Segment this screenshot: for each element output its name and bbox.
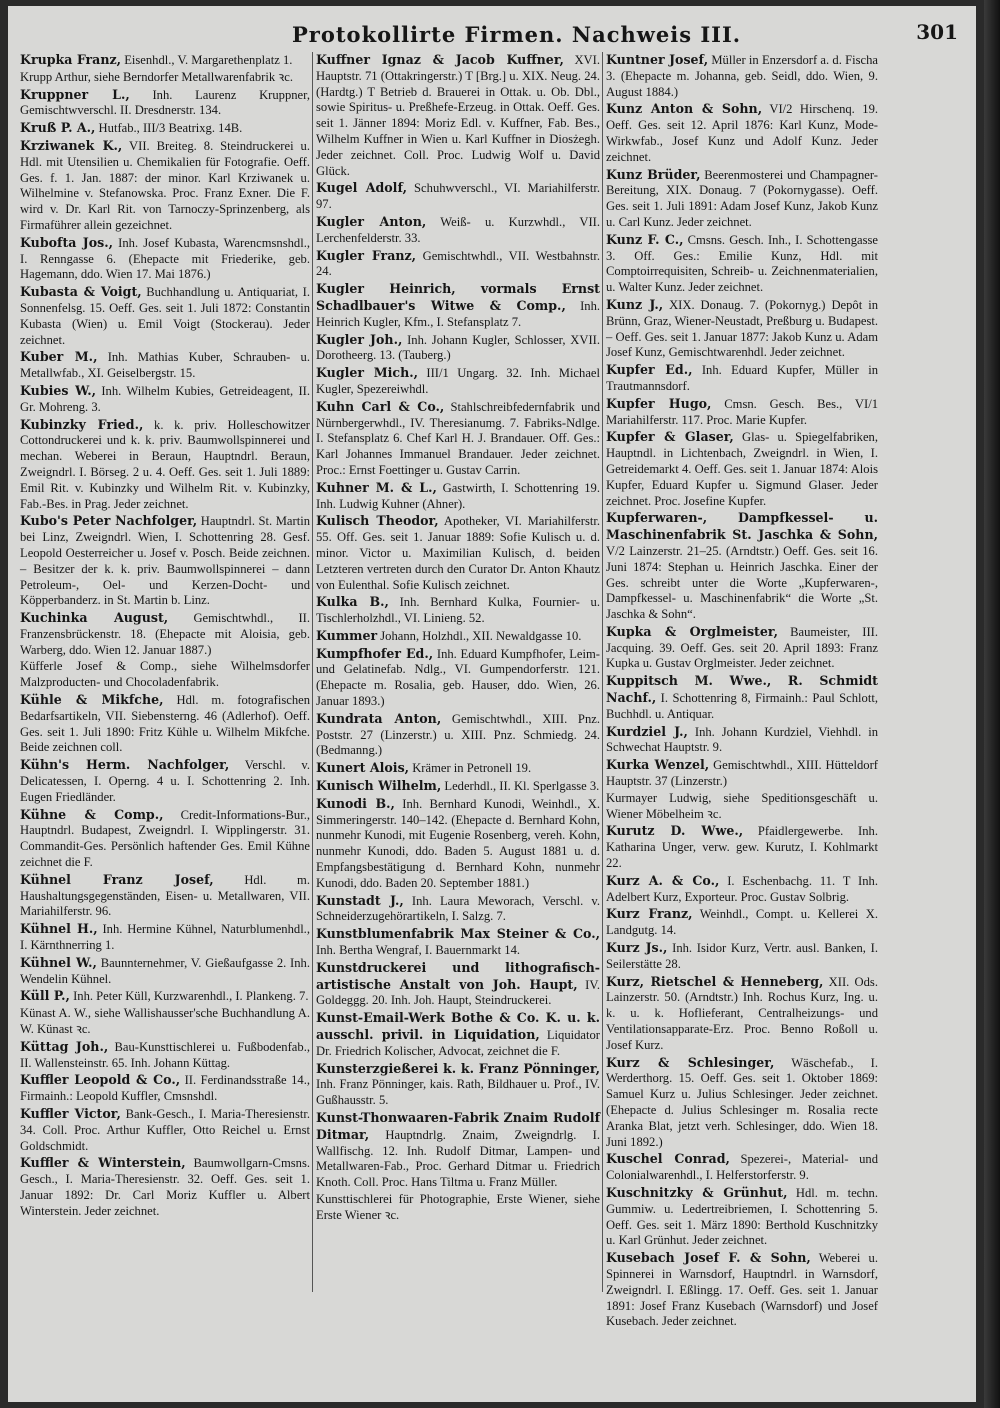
- entry-details: II. Ferdinandsstraße 14., Firmainh.: Leopold Kuffler, Cmsnshdl.: [20, 1073, 310, 1104]
- directory-entry: [316, 796, 600, 892]
- directory-entry: [316, 1192, 600, 1224]
- firm-name: Kurz Js.,: [606, 940, 668, 956]
- directory-entry: [20, 872, 310, 920]
- directory-entry: [606, 757, 878, 790]
- firm-name: Kühn's Herm. Nachfolger,: [20, 757, 230, 773]
- entry-details: Krupp Arthur, siehe Berndorfer Metallwarenfabrik ꝛc.: [20, 69, 293, 84]
- directory-entry: [316, 1110, 600, 1191]
- entry-details: Buchhandlung u. Antiquariat, I. Sonnenfelsg. 15. Oeff. Ges. seit 1. Juli 1872: Constantin Kubasta (Wien) u. Emil Voigt (Stockerau). Jeder zeichnet.: [20, 285, 310, 347]
- entry-details: Beerenmosterei und Champagner-Bereitung, XIX. Donaug. 7 (Pokornygasse). Oeff. Ges. seit 1. Juli 1891: Adam Josef Kunz, Jakob Kunz u. Carl Kunz. Jeder zeichnet.: [606, 167, 878, 229]
- entry-details: Inh. Heinrich Kugler, Kfm., I. Stefansplatz 7.: [316, 298, 601, 329]
- directory-entry: [20, 1006, 310, 1038]
- entry-details: Baumwollgarn-Cmsns. Gesch., I. Maria-Theresienstr. 32. Oeff. Ges. seit 1. Januar 1892: Dr. Carl Moriz Kuffler u. Albert Winterstein. Jeder zeichnet.: [20, 1156, 311, 1218]
- directory-entry: [316, 52, 600, 179]
- directory-entry: [606, 297, 878, 361]
- firm-name: Kühnel Franz Josef,: [20, 871, 214, 887]
- entry-details: Gemischtwhdl., II. Franzensbrückenstr. 18. (Ehepacte mit Aloisia, geb. Warberg, ddo. Wien 12. Januar 1887.): [20, 611, 311, 657]
- entry-details: XVI. Hauptstr. 71 (Ottakringerstr.) T [Brg.] u. XIX. Neug. 24. (Hardtg.) T Betrieb d. Brauerei in Ottak. u. Ob. Dbl., sowie Spiritus- u. Preßhefe-Erzeug. in Ottak. Oeff. Ges. seit 1. Jänner 1894: Moriz Edl. v. Kuffner, Fab. Bes., Wilhelm Kuffner in Wien u. Karl Kuffner in Diosżegh. Jeder zeichnet. Coll. Proc. Ludwig Wolf u. David Glück.: [316, 53, 600, 178]
- directory-entry: [606, 396, 878, 429]
- directory-entry: [606, 167, 878, 231]
- entry-details: Inh. Hermine Kühnel, Naturblumenhdl., I. Kärnthnerring 1.: [20, 922, 310, 953]
- directory-entry: [606, 673, 878, 722]
- firm-name: Kurutz D. Wwe.,: [606, 823, 744, 839]
- entry-details: XIX. Donaug. 7. (Pokornyg.) Depôt in Brünn, Graz, Wiener-Neustadt, Preßburg u. Budapest. – Oeff. Ges. seit 1. Januar 1877: Jakob Kunz u. Adam Josef Kunz, Gemischtwarenhdl. Jeder zeichnet.: [606, 297, 878, 360]
- directory-entry: [606, 1250, 878, 1330]
- firm-name: Kumpfhofer Ed.,: [316, 645, 434, 661]
- entry-details: Bank-Gesch., I. Maria-Theresienstr. 34. Coll. Proc. Arthur Kuffler, Otto Reichel u. Ernst Goldschmidt.: [20, 1107, 310, 1153]
- directory-entry: [316, 760, 600, 777]
- firm-name: Kubasta & Voigt,: [20, 284, 142, 300]
- entry-details: Gemischtwhdl., XIII. Pnz. Poststr. 27 (Linzerstr.) u. XIII. Pnz. Schmiedg. 24. (Bedmanng.): [316, 711, 600, 758]
- firm-name: Kuschnitzky & Grünhut,: [606, 1184, 788, 1200]
- directory-column-1: [20, 52, 310, 1302]
- directory-entry: [606, 1151, 878, 1184]
- directory-entry: [20, 120, 310, 137]
- directory-entry: [316, 778, 600, 795]
- firm-name: Kunstadt J.,: [316, 892, 404, 908]
- firm-name: Kuffler & Winterstein,: [20, 1155, 186, 1171]
- firm-name: Kugler Heinrich, vormals Ernst Schadlbauer's Witwe & Comp.,: [316, 281, 600, 313]
- directory-entry: [20, 955, 310, 988]
- firm-name: Kupka & Orglmeister,: [606, 623, 778, 639]
- entry-details: Apotheker, VI. Mariahilferstr. 55. Off. Ges. seit 1. Januar 1889: Sofie Kulisch u. d. minor. Victor u. Maximilian Kulisch, d. beiden Letzteren vertreten durch den Curator Dr. Anton Khautz von Eulenthal. Sofie Kulisch zeichnet.: [316, 514, 600, 592]
- entry-details: V/2 Lainzerstr. 21–25. (Arndtstr.) Oeff. Ges. seit 16. Juni 1874: Stephan u. Heinrich Jaschka. Einer der Ges. schreibt unter die Worte „Kupferwaren-, Dampfkessel- u. Maschinenfabrik“ die Worte „St. Jaschka & Sohn“.: [606, 543, 878, 622]
- entry-details: Küfferle Josef & Comp., siehe Wilhelmsdorfer Malzproducten- und Chocoladenfabrik.: [20, 659, 310, 690]
- directory-entry: [20, 1106, 310, 1154]
- entry-details: Wäschefab., I. Werderthorg. 15. Oeff. Ges. seit 1. Oktober 1869: Samuel Kurz u. Julius Schlesinger. Jeder zeichnet. (Ehepacte d. Julius Schlesinger m. Rosalia recte Aranka Blat, jetzt verh. Schlesinger, ddo. Wien 18. Juni 1892.): [606, 1055, 878, 1149]
- firm-name: Kuntner Josef,: [606, 52, 709, 67]
- directory-columns: [20, 52, 964, 1329]
- directory-entry: [606, 873, 878, 906]
- firm-name: Kunisch Wilhelm,: [316, 778, 442, 794]
- firm-name: Kurka Wenzel,: [606, 757, 710, 773]
- scan-edge-shadow: [984, 0, 1000, 1408]
- firm-name: Kubinzky Fried.,: [20, 416, 144, 432]
- entry-details: Stahlschreibfedernfabrik und Nürnbergerwhdl., IV. Theresianumg. 7. Fabriks-Ndlge. I. Stefansplatz 6. Chef Karl H. J. Brandauer. Off. Ges.: Karl Johannes Immanuel Brandauer. Jeder zeichnet. Proc.: Ernst Foettinger u. Gustav Carrin.: [316, 399, 600, 477]
- entry-details: Glas- u. Spiegelfabriken, Hauptndl. in Lichtenbach, Zweigndrl. in Wien, I. Getreidemarkt 4. Oeff. Ges. seit 1. Januar 1874: Alois Kupfer, Eduard Kupfer u. Sigmund Glaser. Jeder zeichnet. Proc. Josefine Kupfer.: [606, 430, 878, 508]
- firm-name: Kugler Franz,: [316, 247, 417, 263]
- column-divider: [602, 52, 603, 1292]
- directory-entry: [606, 1055, 878, 1151]
- firm-name: Kummer: [316, 627, 378, 643]
- firm-name: Kunodi B.,: [316, 795, 395, 811]
- entry-details: Baumeister, III. Jacquing. 39. Oeff. Ges. seit 20. April 1893: Franz Kupka u. Gustav Orglmeister. Jeder zeichnet.: [606, 624, 878, 671]
- firm-name: Kunst-Email-Werk Bothe & Co. K. u. k. ausschl. privil. in Liquidation,: [316, 1010, 600, 1043]
- firm-name: Kugler Anton,: [316, 213, 427, 229]
- entry-details: Inh. Johann Kugler, Schlosser, XVII. Dorotheerg. 13. (Tauberg.): [316, 332, 601, 363]
- directory-entry: [606, 624, 878, 672]
- directory-entry: [20, 988, 310, 1005]
- firm-name: Küttag Joh.,: [20, 1038, 109, 1054]
- directory-entry: [20, 52, 310, 69]
- directory-entry: [316, 180, 600, 213]
- firm-name: Kurdziel J.,: [606, 723, 688, 739]
- firm-name: Kühnel W.,: [20, 954, 97, 970]
- entry-details: XII. Ods. Lainzerstr. 50. (Arndtstr.) Inh. Rochus Kurz, Ing. u. k. u. k. Hoflieferant, Centralheizungs- und Ventilationsapparate-Erz. Proc. Benno Roßoll u. Josef Kurz.: [606, 974, 878, 1052]
- firm-name: Kühne & Comp.,: [20, 806, 164, 822]
- entry-details: Krämer in Petronell 19.: [412, 761, 532, 776]
- directory-entry: [20, 513, 310, 609]
- firm-name: Kunert Alois,: [316, 760, 410, 776]
- directory-entry: [606, 232, 878, 296]
- entry-details: Hauptndrl. St. Martin bei Linz, Zweigndrl. Wien, I. Schottenring 28. Gesf. Leopold Oesterreicher u. Josef v. Posch. Beide zeichnen. – Besitzer der k. k. priv. Baumwollspinnerei – dann Petroleum-, Oel- und Kerzen-Docht- und Köpperbanderz. in St. Martin b. Linz.: [20, 514, 310, 608]
- directory-entry: [20, 757, 310, 805]
- firm-name: Kunstdruckerei und lithografisch-artistische Anstalt von Joh. Haupt,: [316, 959, 600, 992]
- directory-entry: [606, 823, 878, 871]
- directory-entry: [20, 1155, 310, 1219]
- directory-entry: [20, 70, 310, 86]
- entry-details: Cmsns. Gesch. Inh., I. Schottengasse 3. Off. Ges.: Emilie Kunz, Hdl. mit Comptoirrequisiten, Schreib- u. Zeichnenmaterialien, u. Walter Kunz. Jeder zeichnet.: [606, 232, 879, 295]
- entry-details: Inh. Eduard Kupfer, Müller in Trautmannsdorf.: [606, 363, 879, 393]
- entry-details: III/1 Ungarg. 32. Inh. Michael Kugler, Spezereiwhdl.: [316, 366, 601, 396]
- directory-entry: [316, 513, 600, 593]
- entry-details: Bau-Kunsttischlerei u. Fußbodenfab., II. Wallensteinstr. 65. Inh. Johann Küttag.: [20, 1039, 310, 1070]
- firm-name: Kurz Franz,: [606, 906, 693, 922]
- firm-name: Kuhn Carl & Co.,: [316, 398, 445, 414]
- firm-name: Küll P.,: [20, 988, 70, 1004]
- entry-details: Inh. Josef Kubasta, Warencmsnshdl., I. Renngasse 6. (Ehepacte mit Friederike, geb. Hagemann, ddo. Wien 17. Mai 1876.): [20, 235, 310, 282]
- firm-name: Kuber M.,: [20, 349, 98, 365]
- firm-name: Kuffner Ignaz & Jacob Kuffner,: [316, 52, 564, 67]
- entry-details: Künast A. W., siehe Wallishausser'sche Buchhandlung A. W. Künast ꝛc.: [20, 1006, 310, 1037]
- directory-entry: [316, 628, 600, 645]
- firm-name: Krziwanek K.,: [20, 137, 123, 153]
- directory-entry: [316, 926, 600, 959]
- firm-name: Kugel Adolf,: [316, 180, 407, 196]
- directory-entry: [316, 248, 600, 281]
- directory-entry: [606, 101, 878, 165]
- directory-entry: [20, 610, 310, 658]
- entry-details: Inh. Johann Kurdziel, Viehhdl. in Schwechat Hauptstr. 9.: [606, 724, 879, 755]
- directory-entry: [20, 349, 310, 382]
- firm-name: Kulka B.,: [316, 594, 389, 610]
- entry-details: Weinhdl., Compt. u. Kellerei X. Landgutg. 14.: [606, 907, 878, 938]
- directory-entry: [20, 807, 310, 871]
- firm-name: Kunst-Thonwaaren-Fabrik Znaim Rudolf Ditmar,: [316, 1110, 600, 1142]
- directory-entry: [606, 906, 878, 939]
- firm-name: Kubies W.,: [20, 382, 97, 398]
- firm-name: Kugler Joh.,: [316, 331, 403, 347]
- entry-details: Pfaidlergewerbe. Inh. Katharina Unger, verw. gew. Kurutz, I. Kohlmarkt 22.: [606, 824, 878, 871]
- firm-name: Kunstblumenfabrik Max Steiner & Co.,: [316, 926, 600, 942]
- directory-entry: [316, 893, 600, 926]
- entry-details: Liquidator Dr. Friedrich Kolischer, Advocat, zeichnet die F.: [316, 1028, 600, 1058]
- entry-details: Inh. Peter Küll, Kurzwarenhdl., I. Plankeng. 7.: [73, 989, 309, 1004]
- entry-details: Hdl. m. fotografischen Bedarfsartikeln, VII. Siebensterng. 46 (Adlerhof). Oeff. Ges. seit 1. Juli 1890: Fritz Kühle u. Wilhelm Mikfche. Beide zeichnen coll.: [20, 693, 311, 755]
- entry-details: Hdl. m. techn. Gummiw. u. Ledertreibriemen, I. Schottenring 5. Oeff. Ges. seit 1. März 1890: Berthold Kuschnitzky u. Karl Grünhut. Jeder zeichnet.: [606, 1185, 878, 1248]
- firm-name: Kühle & Mikfche,: [20, 692, 164, 708]
- entry-details: k. k. priv. Holleschowitzer Cottondruckerei und k. k. priv. Baumwollspinnerei und mechan. Weberei in Beraun, Hauptndrl. Beraun, Zweigndrl. I. Börseg. 2 u. 4. Oeff. Ges. seit 1. Juli 1889: Emil Rit. v. Kubinzky und Wilhelm Rit. v. Kubinzky, Fab.-Bes. in Prag. Jeder zeichnet.: [20, 417, 310, 511]
- firm-name: Krupka Franz,: [20, 52, 122, 67]
- entry-details: Hdl. m. Haushaltungsgegenständen, Eisen- u. Metallwaren, VII. Mariahilferstr. 96.: [20, 872, 310, 919]
- firm-name: Kuchinka August,: [20, 610, 169, 626]
- column-divider: [312, 52, 313, 1292]
- directory-column-2: [316, 52, 600, 1302]
- entry-details: Hutfab., III/3 Beatrixg. 14B.: [98, 121, 243, 136]
- directory-entry: [316, 1010, 600, 1059]
- entry-details: Inh. Mathias Kuber, Schrauben- u. Metallwfab., XI. Geiselbergstr. 15.: [20, 350, 311, 381]
- directory-entry: [20, 659, 310, 691]
- directory-entry: [20, 921, 310, 954]
- entry-details: Inh. Isidor Kurz, Vertr. ausl. Banken, I. Seilerstätte 28.: [606, 941, 878, 971]
- directory-entry: [606, 724, 878, 757]
- directory-entry: [20, 1072, 310, 1105]
- entry-details: Inh. Bernhard Kulka, Fournier- u. Tischlerholzhdl., VI. Linieng. 52.: [316, 595, 600, 626]
- firm-name: Kunz Brüder,: [606, 166, 701, 182]
- directory-entry: [20, 417, 310, 513]
- entry-details: Weberei u. Spinnerei in Warnsdorf, Hauptndrl. in Warnsdorf, Zweigndrl. I. Eßlingg. 17. Oeff. Ges. seit 1. Januar 1891: Josef Franz Kusebach (Warnsdorf) und Josef Kusebach. Jeder zeichnet.: [606, 1251, 878, 1329]
- entry-details: Verschl. v. Delicatessen, I. Operng. 4 u. I. Schottenring 2. Inh. Eugen Friedländer.: [20, 758, 310, 804]
- directory-entry: [316, 480, 600, 513]
- firm-name: Kugler Mich.,: [316, 365, 419, 381]
- directory-entry: [316, 281, 600, 330]
- page-number: 301: [916, 20, 958, 44]
- directory-entry: [606, 974, 878, 1054]
- firm-name: Kuppitsch M. Wwe., R. Schmidt Nachf.,: [606, 673, 878, 706]
- directory-entry: [316, 365, 600, 398]
- firm-name: Kurz & Schlesinger,: [606, 1054, 775, 1070]
- firm-name: Kurz, Rietschel & Henneberg,: [606, 973, 824, 989]
- directory-entry: [20, 1039, 310, 1072]
- directory-entry: [316, 332, 600, 365]
- entry-details: Gemischtwhdl., VII. Westbahnstr. 24.: [316, 248, 600, 279]
- firm-name: Kupferwaren-, Dampfkessel- u. Maschinenfabrik St. Jaschka & Sohn,: [606, 510, 878, 543]
- entry-details: VII. Breiteg. 8. Steindruckerei u. Hdl. mit Utensilien u. Chemikalien für Fotografie. Oeff. Ges. f. 1. Jan. 1887: der minor. Karl Krziwanek u. Wilhelmine v. Stefanowska. Proc. Franz Exner. Die F. wird v. Dr. Karl Rit. von Tarnoczy-Sprinzenberg, als Firmaführer allein gezeichnet.: [20, 138, 310, 232]
- entry-details: Credit-Informations-Bur., Hauptndrl. Budapest, Zweigndrl. I. Wipplingerstr. 31. Commandit-Ges. Persönlich haftender Ges. Emil Kühne zeichnet die F.: [20, 807, 310, 870]
- entry-details: Inh. Bertha Wengraf, I. Bauernmarkt 14.: [316, 943, 521, 958]
- entry-details: IV. Goldeggg. 20. Inh. Joh. Haupt, Steindruckerei.: [316, 977, 600, 1008]
- firm-name: Kubo's Peter Nachfolger,: [20, 513, 198, 529]
- entry-details: Weiß- u. Kurzwhdl., VII. Lerchenfelderstr. 33.: [316, 214, 601, 245]
- entry-details: Eisenhdl., V. Margarethenplatz 1.: [124, 53, 293, 67]
- entry-details: Cmsn. Gesch. Bes., VI/1 Mariahilferstr. 117. Proc. Marie Kupfer.: [606, 396, 878, 427]
- directory-entry: [20, 235, 310, 283]
- entry-details: Schuhwverschl., VI. Mariahilferstr. 97.: [316, 181, 600, 212]
- firm-name: Kuhner M. & L.,: [316, 479, 437, 495]
- directory-entry: [316, 960, 600, 1009]
- entry-details: VI/2 Hirschenq. 19. Oeff. Ges. seit 12. April 1876: Karl Kunz, Mode-Wirkwfab., Josef Kunz und Adolf Kunz. Jeder zeichnet.: [606, 102, 879, 164]
- firm-name: Kunz Anton & Sohn,: [606, 101, 763, 117]
- directory-entry: [606, 52, 878, 100]
- directory-entry: [316, 214, 600, 247]
- entry-details: Gemischtwhdl., XIII. Hütteldorf Hauptstr. 37 (Linzerstr.): [606, 758, 878, 789]
- entry-details: Hauptndrlg. Znaim, Zweigndrlg. I. Wallfischg. 12. Inh. Rudolf Ditmar, Lampen- und Metallwaren-Fab., Proc. Gerhard Ditmar u. Friedrich Knoth. Coll. Proc. Hans Tiltma u. Franz Müller.: [316, 1127, 600, 1190]
- firm-name: Kulisch Theodor,: [316, 513, 439, 529]
- page-title: Protokollirte Firmen. Nachweis III.: [292, 22, 742, 47]
- directory-entry: [606, 429, 878, 509]
- directory-entry: [316, 1061, 600, 1109]
- firm-name: Kubofta Jos.,: [20, 234, 114, 250]
- firm-name: Kundrata Anton,: [316, 710, 442, 726]
- firm-name: Kunz J.,: [606, 296, 664, 312]
- entry-details: Johann, Holzhdl., XII. Newaldgasse 10.: [380, 628, 582, 643]
- directory-entry: [606, 1185, 878, 1249]
- firm-name: Kuffler Leopold & Co.,: [20, 1072, 181, 1088]
- directory-column-3: [606, 52, 879, 1329]
- directory-entry: [20, 87, 310, 120]
- directory-entry: [606, 510, 878, 623]
- directory-entry: [20, 383, 310, 416]
- entry-details: Spezerei-, Material- und Colonialwarenhdl., I. Helferstorferstr. 9.: [606, 1152, 878, 1183]
- directory-entry: [316, 399, 600, 479]
- directory-entry: [606, 791, 878, 823]
- entry-details: Baunnternehmer, V. Gießaufgasse 2. Inh. Wendelin Kühnel.: [20, 955, 310, 986]
- directory-entry: [316, 711, 600, 759]
- entry-details: Kurmayer Ludwig, siehe Speditionsgeschäft u. Wiener Möbelheim ꝛc.: [606, 790, 878, 821]
- firm-name: Kunsterzgießerei k. k. Franz Pönninger,: [316, 1060, 600, 1076]
- entry-details: Inh. Laura Meworach, Verschl. v. Schneiderzugehörartikeln, I. Salzg. 7.: [316, 893, 600, 924]
- firm-name: Kruppner L.,: [20, 86, 130, 102]
- entry-details: Inh. Laurenz Kruppner, Gemischtwverschl. II. Dresdnerstr. 134.: [20, 87, 310, 118]
- directory-entry: [316, 594, 600, 627]
- entry-details: Müller in Enzersdorf a. d. Fischa 3. (Ehepacte m. Johanna, geb. Seidl, ddo. Wien, 9. August 1884.): [606, 53, 879, 99]
- directory-page: [8, 6, 976, 1402]
- entry-details: I. Eschenbachg. 11. T Inh. Adelbert Kurz, Exporteur. Proc. Gustav Solbrig.: [606, 873, 878, 904]
- firm-name: Kupfer Ed.,: [606, 362, 693, 378]
- directory-entry: [20, 692, 310, 756]
- entry-details: Inh. Franz Pönninger, kais. Rath, Bildhauer u. Prof., IV. Gußhausstr. 5.: [316, 1077, 600, 1108]
- directory-entry: [316, 646, 600, 710]
- directory-entry: [20, 138, 310, 234]
- firm-name: Kurz A. & Co.,: [606, 872, 720, 888]
- firm-name: Kuffler Victor,: [20, 1106, 121, 1121]
- directory-entry: [20, 284, 310, 348]
- directory-entry: [606, 940, 878, 973]
- entry-details: I. Schottenring 8, Firmainh.: Paul Schlott, Buchhdl. u. Antiquar.: [606, 691, 878, 721]
- firm-name: Kupfer Hugo,: [606, 395, 712, 411]
- entry-details: Inh. Wilhelm Kubies, Getreideagent, II. Gr. Mohreng. 3.: [20, 383, 310, 414]
- firm-name: Kusebach Josef F. & Sohn,: [606, 1250, 811, 1266]
- entry-details: Inh. Eduard Kumpfhofer, Leim- und Gelatinefab. Ndlg., VI. Gumpendorferstr. 121. (Ehepacte m. Rosalia, geb. Hauser, ddo. Wien, 26. Januar 1893.): [316, 646, 601, 709]
- firm-name: Kühnel H.,: [20, 921, 98, 937]
- entry-details: Lederhdl., II. Kl. Sperlgasse 3.: [444, 779, 600, 794]
- firm-name: Kuschel Conrad,: [606, 1151, 730, 1167]
- directory-entry: [606, 362, 878, 395]
- entry-details: Kunsttischlerei für Photographie, Erste Wiener, siehe Erste Wiener ꝛc.: [316, 1191, 600, 1222]
- firm-name: Kupfer & Glaser,: [606, 429, 734, 445]
- entry-details: Gastwirth, I. Schottenring 19. Inh. Ludwig Kuhner (Ahner).: [316, 480, 600, 511]
- firm-name: Kruß P. A.,: [20, 120, 96, 136]
- firm-name: Kunz F. C.,: [606, 231, 684, 247]
- page-header: [20, 16, 970, 56]
- entry-details: Inh. Bernhard Kunodi, Weinhdl., X. Simmeringerstr. 140–142. (Ehepacte d. Bernhard Kohn, nunmehr Kunodi, mit Eugenie Rosenberg, vereh. Kohn, nunmehr Kunodi, ddo. Baden 5. August 1881 u. d. Empfangsbestätigung d. Bernhard Kohn, nunmehr Kunodi, ddo. Baden 20. September 1881.): [316, 796, 600, 890]
